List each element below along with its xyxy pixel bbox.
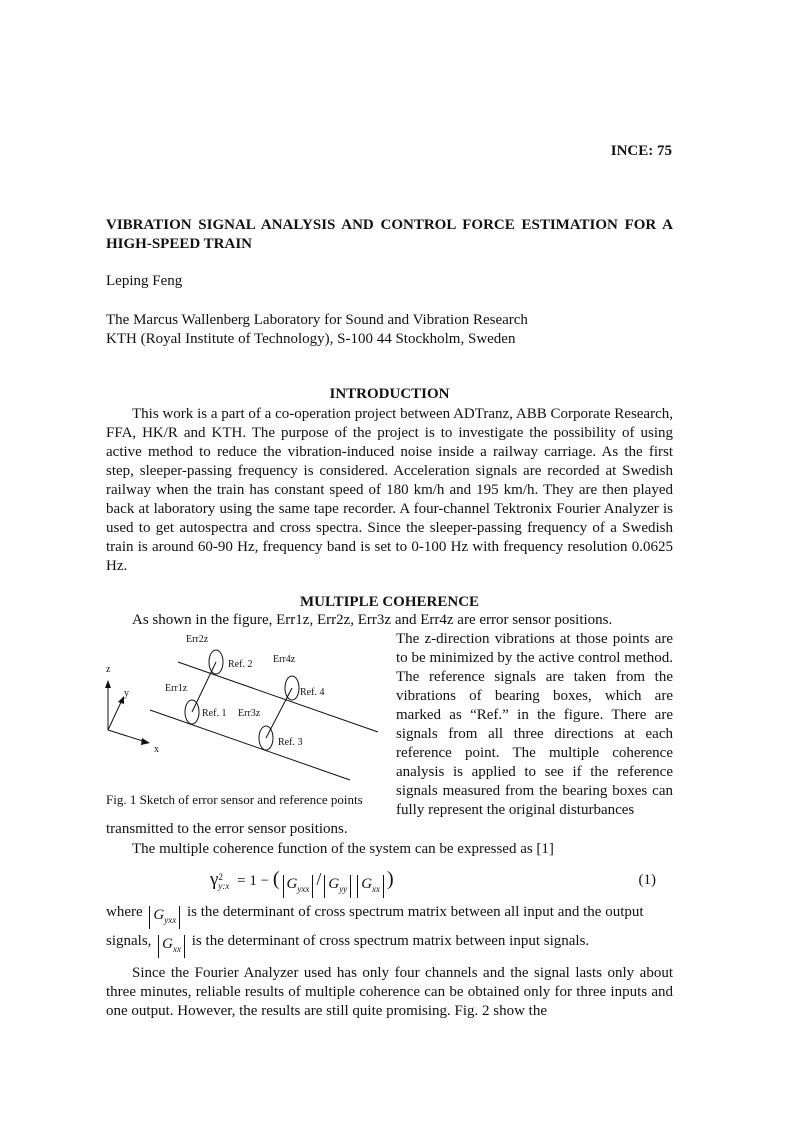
label-axis-y: y: [124, 688, 129, 699]
author-name: Leping Feng: [106, 273, 183, 289]
eq-gamma-sub: y:x: [218, 880, 230, 891]
figure-caption: Fig. 1 Sketch of error sensor and reference points: [106, 792, 363, 807]
label-axis-x: x: [154, 744, 159, 755]
axis-y-line: [108, 700, 122, 730]
coherence-continuation: transmitted to the error sensor positions.: [106, 821, 348, 837]
final-paragraph: Since the Fourier Analyzer used has only four channels and the signal lasts only about three minutes, reliable results of multiple coherence can be obtained only for three inputs and one output. However, the results are still quite promising. Fig. 2 show the: [106, 965, 673, 1019]
eq-gamma-scripts: [218, 873, 229, 891]
label-axis-z: z: [106, 664, 111, 675]
eq-divide-slash: /: [316, 869, 322, 889]
equation-1: [210, 868, 394, 898]
equation-number: (1): [638, 872, 656, 888]
label-ref4: Ref. 4: [300, 687, 325, 698]
label-err3z: Err3z: [238, 708, 261, 719]
multiple-coherence-heading: MULTIPLE COHERENCE: [299, 594, 480, 610]
lower-rail-line: [150, 710, 350, 780]
conference-reference: INCE: 75: [610, 143, 672, 159]
eq-gamma: γ: [210, 869, 219, 890]
label-ref1: Ref. 1: [202, 708, 227, 719]
axis-x-arrow: [141, 738, 150, 745]
eq-det-gyxx: $G_{yxx}$: [283, 875, 314, 898]
introduction-heading: INTRODUCTION: [329, 386, 450, 402]
label-err2z: Err2z: [186, 634, 209, 645]
paper-title: VIBRATION SIGNAL ANALYSIS AND CONTROL FORCE ESTIMATION FOR A HIGH-SPEED TRAIN: [106, 217, 673, 252]
label-err4z: Err4z: [273, 654, 296, 665]
connector-3-4: [266, 688, 292, 738]
eq-open-paren: (: [272, 868, 280, 890]
affiliation-line-2: KTH (Royal Institute of Technology), S-100 44 Stockholm, Sweden: [106, 331, 516, 347]
where-det-gyxx: $G_{yxx}$: [149, 906, 180, 929]
where-det-gxx: $G_{xx}$: [158, 935, 185, 958]
where-line-1-before: where: [106, 904, 143, 920]
label-err1z: Err1z: [165, 683, 188, 694]
equation-intro: The multiple coherence function of the system can be expressed as [1]: [132, 841, 554, 857]
coherence-first-line: As shown in the figure, Err1z, Err2z, Err3z and Err4z are error sensor positions.: [132, 612, 613, 628]
upper-rail-line: [178, 662, 378, 732]
eq-rhs-prefix: = 1 −: [237, 873, 270, 889]
connector-1-2: [192, 662, 216, 712]
affiliation-line-1: The Marcus Wallenberg Laboratory for Sound and Vibration Research: [106, 312, 528, 328]
axis-x-line: [108, 730, 146, 742]
where-line-2-after: is the determinant of cross spectrum matrix between input signals.: [191, 933, 590, 949]
eq-gamma-sup: 2: [218, 871, 223, 882]
affiliation: [106, 311, 528, 349]
coherence-right-column: The z-direction vibrations at those points are to be minimized by the active control method. The reference signals are taken from the vibrations of bearing boxes, which are marked as “Ref.” in the figure. There are signals from all three directions at each reference point. The multiple coherence analysis is applied to see if the reference signals measured from the bearing boxes can fully represent the original disturbances: [396, 631, 673, 818]
label-ref2: Ref. 2: [228, 659, 253, 670]
sensor-sketch-svg: [100, 632, 390, 810]
eq-det-gyy: $G_{yy}$: [324, 875, 351, 898]
where-line-1: [106, 903, 673, 929]
label-ref3: Ref. 3: [278, 737, 303, 748]
eq-det-gxx: $G_{xx}$: [357, 875, 384, 898]
where-line-2: [106, 932, 673, 958]
eq-close-paren: ): [387, 868, 394, 890]
where-line-2-before: signals,: [106, 933, 152, 949]
introduction-paragraph: This work is a part of a co-operation project between ADTranz, ABB Corporate Research, FFA, HK/R and KTH. The purpose of the project is to investigate the possibility of using active method to reduce the vibration-induced noise inside a railway carriage. As the first step, sleeper-passing frequency is considered. Acceleration signals are recorded at Swedish railway when the train has constant speed of 180 km/h and 195 km/h. They are then played back at laboratory using the same tape recorder. A four-channel Tektronix Fourier Analyzer is used to get autospectra and cross spectra. Since the sleeper-passing frequency of a Swedish train is around 60-90 Hz, frequency band is set to 0-100 Hz with frequency resolution 0.0625 Hz.: [106, 406, 673, 574]
where-line-1-after: is the determinant of cross spectrum matrix between all input and the output: [186, 904, 644, 920]
figure-1-sketch: [100, 632, 390, 810]
axis-z-arrow: [105, 680, 111, 688]
